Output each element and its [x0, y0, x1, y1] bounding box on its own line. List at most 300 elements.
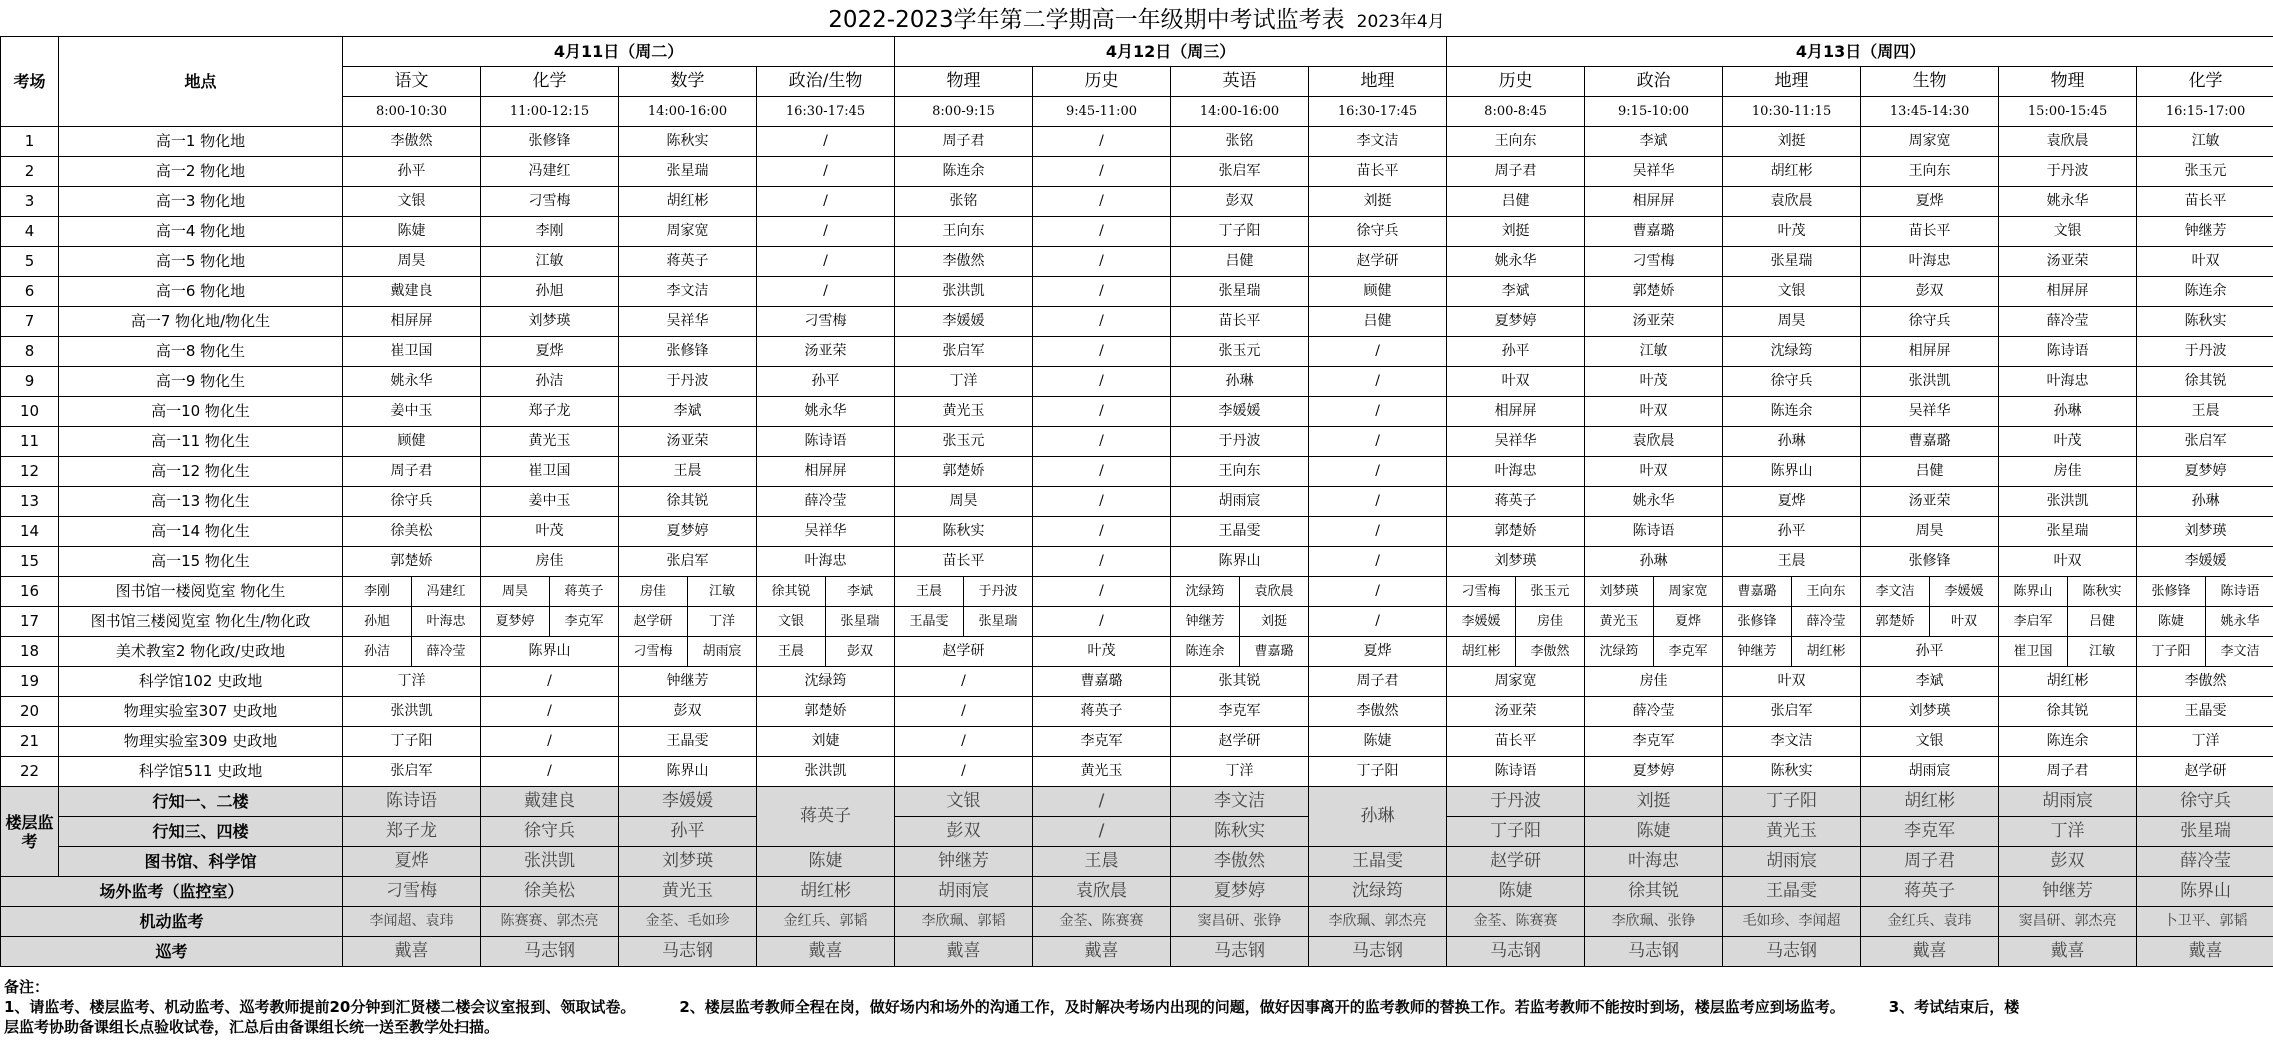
proctor-cell: 沈绿筠: [757, 667, 895, 697]
proctor-cell: 王晶雯: [2137, 697, 2273, 727]
outside-cell: 陈界山: [2137, 877, 2273, 907]
proctor-cell: [1999, 577, 2137, 607]
proctor-cell: 相屏屏: [1861, 337, 1999, 367]
proctor-cell: 徐其锐: [1999, 697, 2137, 727]
proctor-cell: 徐守兵: [1861, 307, 1999, 337]
header-time: 14:00-16:00: [1171, 97, 1309, 127]
proctor-cell: 李傲然: [2137, 667, 2273, 697]
proctor-cell: 叶双: [1585, 397, 1723, 427]
proctor-name: 徐其锐: [757, 577, 826, 606]
proctor-name: 彭双: [847, 644, 874, 659]
proctor-cell: 孙旭: [481, 277, 619, 307]
proctor-name: 文银: [757, 607, 826, 636]
header-time: 13:45-14:30: [1861, 97, 1999, 127]
proctor-cell: 吴祥华: [1585, 157, 1723, 187]
header-time: 9:15-10:00: [1585, 97, 1723, 127]
header-subject: 政治: [1585, 67, 1723, 97]
floor-proctor-cell: 张洪凯: [481, 847, 619, 877]
patrol-cell: 戴喜: [895, 937, 1033, 967]
patrol-cell: 马志钢: [1171, 937, 1309, 967]
proctor-cell: 夏烨: [1723, 487, 1861, 517]
header-row-days: [1, 37, 2273, 67]
proctor-cell: /: [895, 757, 1033, 787]
room-number: 7: [1, 307, 59, 337]
proctor-pair: [1447, 607, 1584, 636]
proctor-cell: 王晨: [2137, 397, 2273, 427]
proctor-name: 郭楚娇: [1861, 607, 1930, 636]
proctor-cell: 李傲然: [895, 247, 1033, 277]
room-location: 美术教室2 物化政/史政地: [59, 637, 343, 667]
patrol-cell: 马志钢: [481, 937, 619, 967]
proctor-pair: [1447, 577, 1584, 606]
proctor-cell: 曹嘉璐: [1585, 217, 1723, 247]
floor-proctor-cell: 陈诗语: [343, 787, 481, 817]
proctor-cell: 李文洁: [1309, 127, 1447, 157]
table-row: [1, 247, 2273, 277]
room-location: 图书馆三楼阅览室 物化生/物化政: [59, 607, 343, 637]
floor-proctor-cell: 胡红彬: [1861, 787, 1999, 817]
proctor-pair: [895, 607, 1032, 636]
proctor-cell: [1447, 577, 1585, 607]
proctor-cell: 赵学研: [895, 637, 1033, 667]
proctor-name: 王晶雯: [895, 607, 964, 636]
proctor-cell: 张修锋: [481, 127, 619, 157]
proctor-name: 李克军: [564, 614, 604, 629]
proctor-cell: 孙平: [1447, 337, 1585, 367]
proctor-cell: 曹嘉璐: [1033, 667, 1171, 697]
floor-proctor-cell: 李媛媛: [619, 787, 757, 817]
floor-proctor-cell: 王晨: [1033, 847, 1171, 877]
proctor-cell: 孙平: [343, 157, 481, 187]
floor-proctor-cell: 蒋英子: [757, 787, 895, 847]
proctor-pair: [619, 577, 756, 606]
proctor-cell: /: [1309, 517, 1447, 547]
header-time: 16:15-17:00: [2137, 97, 2273, 127]
floor-proctor-cell: 李文洁: [1171, 787, 1309, 817]
mobile-cell: 窦昌研、张铮: [1171, 907, 1309, 937]
room-number: 15: [1, 547, 59, 577]
proctor-pair: [1861, 577, 1998, 606]
proctor-cell: /: [1309, 487, 1447, 517]
proctor-cell: 彭双: [1861, 277, 1999, 307]
proctor-cell: [481, 607, 619, 637]
table-row: [1, 217, 2273, 247]
proctor-cell: 沈绿筠: [1723, 337, 1861, 367]
proctor-pair: [1723, 577, 1860, 606]
outside-cell: 胡雨宸: [895, 877, 1033, 907]
proctor-cell: 叶双: [1723, 667, 1861, 697]
proctor-cell: [343, 607, 481, 637]
room-number: 13: [1, 487, 59, 517]
proctor-cell: /: [895, 697, 1033, 727]
proctor-cell: 叶双: [1447, 367, 1585, 397]
proctor-cell: 刘挺: [1447, 217, 1585, 247]
proctor-cell: 李斌: [619, 397, 757, 427]
mobile-cell: 金荃、毛如珍: [619, 907, 757, 937]
proctor-name: 张玉元: [1530, 584, 1570, 599]
proctor-pair: [343, 637, 480, 666]
proctor-cell: /: [1309, 397, 1447, 427]
schedule-table: [0, 36, 2273, 967]
floor-proctor-cell: 文银: [895, 787, 1033, 817]
outside-cell: 沈绿筠: [1309, 877, 1447, 907]
proctor-cell: 叶海忠: [1861, 247, 1999, 277]
proctor-cell: 陈连余: [1999, 727, 2137, 757]
header-time: 16:30-17:45: [1309, 97, 1447, 127]
header-day: 4月12日（周三）: [895, 37, 1447, 67]
proctor-cell: 王晶雯: [619, 727, 757, 757]
table-row: [1, 517, 2273, 547]
proctor-cell: 丁洋: [2137, 727, 2273, 757]
proctor-cell: 丁洋: [895, 367, 1033, 397]
proctor-cell: 夏烨: [481, 337, 619, 367]
proctor-pair: [1171, 577, 1308, 606]
proctor-cell: 张启军: [895, 337, 1033, 367]
proctor-cell: 郭楚娇: [1585, 277, 1723, 307]
proctor-cell: /: [1309, 577, 1447, 607]
proctor-cell: 陈婕: [343, 217, 481, 247]
proctor-cell: [1171, 577, 1309, 607]
mobile-cell: 李欣珮、郭韬: [895, 907, 1033, 937]
room-location: 高一1 物化地: [59, 127, 343, 157]
mobile-cell: 金荃、陈赛赛: [1033, 907, 1171, 937]
proctor-cell: 张启军: [619, 547, 757, 577]
proctor-cell: [619, 607, 757, 637]
proctor-pair: [2137, 577, 2273, 606]
proctor-name: 李傲然: [1530, 644, 1570, 659]
proctor-cell: 夏梦婷: [619, 517, 757, 547]
room-location: 科学馆511 史政地: [59, 757, 343, 787]
proctor-cell: [1585, 637, 1723, 667]
proctor-pair: [2137, 607, 2273, 636]
proctor-cell: 李斌: [1447, 277, 1585, 307]
proctor-cell: 钟继芳: [619, 667, 757, 697]
room-location: 高一5 物化地: [59, 247, 343, 277]
floor-proctor-cell: 徐守兵: [481, 817, 619, 847]
patrol-cell: 马志钢: [1585, 937, 1723, 967]
header-time: 15:00-15:45: [1999, 97, 2137, 127]
proctor-cell: 孙平: [1861, 637, 1999, 667]
proctor-name: 陈婕: [2137, 607, 2206, 636]
proctor-cell: 张星瑞: [619, 157, 757, 187]
floor-label: 楼层监考: [1, 787, 59, 877]
room-number: 1: [1, 127, 59, 157]
proctor-cell: 张修锋: [619, 337, 757, 367]
proctor-cell: 叶海忠: [1999, 367, 2137, 397]
proctor-cell: 吴祥华: [1861, 397, 1999, 427]
proctor-name: 孙旭: [343, 607, 412, 636]
proctor-cell: 叶海忠: [1447, 457, 1585, 487]
proctor-cell: 叶海忠: [757, 547, 895, 577]
proctor-cell: 蒋英子: [619, 247, 757, 277]
proctor-cell: 徐美松: [343, 517, 481, 547]
room-number: 3: [1, 187, 59, 217]
proctor-cell: 张洪凯: [343, 697, 481, 727]
proctor-cell: 彭双: [619, 697, 757, 727]
mobile-cell: 李欣珮、张铮: [1585, 907, 1723, 937]
proctor-cell: 文银: [1861, 727, 1999, 757]
note-2: 2、楼层监考教师全程在岗，做好场内和场外的沟通工作，及时解决考场内出现的问题，做好因事离开的监考教师的替换工作。若监考教师不能按时到场，楼层监考应到场监考。: [679, 998, 1845, 1016]
table-row: [1, 757, 2273, 787]
floor-proctor-cell: 陈婕: [757, 847, 895, 877]
proctor-cell: [1171, 637, 1309, 667]
header-subject: 生物: [1861, 67, 1999, 97]
floor-proctor-cell: 于丹波: [1447, 787, 1585, 817]
proctor-pair: [343, 577, 480, 606]
table-row: [1, 127, 2273, 157]
proctor-cell: 丁洋: [343, 667, 481, 697]
proctor-cell: 苗长平: [1861, 217, 1999, 247]
proctor-cell: 孙洁: [481, 367, 619, 397]
proctor-cell: 胡雨宸: [1171, 487, 1309, 517]
proctor-cell: 陈诗语: [1585, 517, 1723, 547]
room-number: 12: [1, 457, 59, 487]
proctor-cell: 孙琳: [1723, 427, 1861, 457]
proctor-cell: 张洪凯: [1861, 367, 1999, 397]
proctor-cell: 张玉元: [895, 427, 1033, 457]
patrol-cell: 马志钢: [1447, 937, 1585, 967]
proctor-name: 薛冷莹: [426, 644, 466, 659]
proctor-cell: 李媛媛: [895, 307, 1033, 337]
proctor-name: 王晨: [895, 577, 964, 606]
floor-proctor-cell: 丁子阳: [1447, 817, 1585, 847]
proctor-cell: 徐守兵: [1723, 367, 1861, 397]
proctor-cell: 薛冷莹: [1585, 697, 1723, 727]
floor-proctor-cell: 李傲然: [1171, 847, 1309, 877]
proctor-cell: /: [1033, 427, 1171, 457]
proctor-cell: 彭双: [1171, 187, 1309, 217]
room-number: 9: [1, 367, 59, 397]
proctor-name: 钟继芳: [1723, 637, 1792, 666]
floor-row: [1, 817, 2273, 847]
proctor-name: 刘梦瑛: [1585, 577, 1654, 606]
proctor-name: 赵学研: [619, 607, 688, 636]
proctor-cell: [1999, 637, 2137, 667]
proctor-cell: [1447, 637, 1585, 667]
proctor-name: 周家宽: [1668, 584, 1708, 599]
proctor-cell: 徐守兵: [1309, 217, 1447, 247]
proctor-cell: 王晨: [1723, 547, 1861, 577]
proctor-cell: 李克军: [1585, 727, 1723, 757]
proctor-cell: 郭楚娇: [757, 697, 895, 727]
room-location: 高一6 物化地: [59, 277, 343, 307]
floor-proctor-cell: 胡雨宸: [1723, 847, 1861, 877]
proctor-cell: 胡雨宸: [1861, 757, 1999, 787]
proctor-cell: 冯建红: [481, 157, 619, 187]
outside-cell: 夏梦婷: [1171, 877, 1309, 907]
proctor-cell: 胡红彬: [619, 187, 757, 217]
proctor-cell: 刁雪梅: [757, 307, 895, 337]
proctor-cell: 汤亚荣: [1999, 247, 2137, 277]
floor-row: [1, 847, 2273, 877]
proctor-cell: 张铭: [895, 187, 1033, 217]
proctor-cell: /: [757, 127, 895, 157]
proctor-cell: 姚永华: [1999, 187, 2137, 217]
proctor-cell: 赵学研: [2137, 757, 2273, 787]
proctor-cell: 江敏: [2137, 127, 2273, 157]
proctor-cell: 陈秋实: [1723, 757, 1861, 787]
floor-location: 行知一、二楼: [59, 787, 343, 817]
proctor-name: 张修锋: [2137, 577, 2206, 606]
floor-proctor-cell: 郑子龙: [343, 817, 481, 847]
proctor-cell: 苗长平: [1171, 307, 1309, 337]
outside-cell: 徐美松: [481, 877, 619, 907]
room-number: 6: [1, 277, 59, 307]
patrol-cell: 戴喜: [757, 937, 895, 967]
proctor-pair: [1999, 637, 2136, 666]
proctor-cell: 文银: [1999, 217, 2137, 247]
proctor-pair: [481, 607, 618, 636]
patrol-row: [1, 937, 2273, 967]
proctor-cell: 叶双: [1999, 547, 2137, 577]
proctor-cell: 黄光玉: [1033, 757, 1171, 787]
proctor-name: 李斌: [847, 584, 874, 599]
proctor-cell: 张玉元: [2137, 157, 2273, 187]
proctor-cell: 周昊: [343, 247, 481, 277]
proctor-cell: 曹嘉璐: [1861, 427, 1999, 457]
proctor-cell: 汤亚荣: [1585, 307, 1723, 337]
proctor-cell: /: [757, 247, 895, 277]
proctor-cell: 胡红彬: [1723, 157, 1861, 187]
floor-proctor-cell: 薛冷莹: [2137, 847, 2273, 877]
header-subject: 政治/生物: [757, 67, 895, 97]
table-row: [1, 667, 2273, 697]
proctor-cell: 叶茂: [1585, 367, 1723, 397]
proctor-name: 胡红彬: [1447, 637, 1516, 666]
floor-proctor-cell: 彭双: [895, 817, 1033, 847]
header-time: 16:30-17:45: [757, 97, 895, 127]
mobile-cell: 李欣珮、郭杰亮: [1309, 907, 1447, 937]
proctor-cell: 李刚: [481, 217, 619, 247]
proctor-cell: [343, 577, 481, 607]
proctor-cell: 戴建良: [343, 277, 481, 307]
floor-proctor-cell: /: [1033, 787, 1171, 817]
floor-proctor-cell: 徐守兵: [2137, 787, 2273, 817]
floor-proctor-cell: 刘梦瑛: [619, 847, 757, 877]
proctor-cell: 周家宽: [1447, 667, 1585, 697]
room-location: 物理实验室307 史政地: [59, 697, 343, 727]
notes-line-1: [4, 997, 2269, 1017]
proctor-name: 胡红彬: [1806, 644, 1846, 659]
proctor-name: 李媛媛: [1447, 607, 1516, 636]
proctor-cell: 相屏屏: [343, 307, 481, 337]
proctor-name: 李文洁: [2220, 644, 2260, 659]
room-location: 高一12 物化生: [59, 457, 343, 487]
proctor-cell: /: [895, 667, 1033, 697]
proctor-cell: 丁子阳: [1309, 757, 1447, 787]
room-location: 图书馆一楼阅览室 物化生: [59, 577, 343, 607]
proctor-cell: 张星瑞: [1171, 277, 1309, 307]
proctor-cell: /: [1309, 547, 1447, 577]
floor-proctor-cell: 孙琳: [1309, 787, 1447, 847]
table-row: [1, 367, 2273, 397]
proctor-cell: 夏梦婷: [1585, 757, 1723, 787]
proctor-cell: /: [1033, 127, 1171, 157]
proctor-name: 吕健: [2089, 614, 2116, 629]
floor-location: 行知三、四楼: [59, 817, 343, 847]
proctor-cell: 夏烨: [1309, 637, 1447, 667]
floor-proctor-cell: 赵学研: [1447, 847, 1585, 877]
floor-proctor-cell: 张星瑞: [2137, 817, 2273, 847]
proctor-cell: 顾健: [343, 427, 481, 457]
proctor-name: 崔卫国: [1999, 637, 2068, 666]
floor-proctor-cell: 彭双: [1999, 847, 2137, 877]
note-3b: 层监考协助备课组长点验收试卷，汇总后由备课组长统一送至教学处扫描。: [4, 1018, 500, 1036]
patrol-cell: 戴喜: [1861, 937, 1999, 967]
proctor-cell: 陈婕: [1309, 727, 1447, 757]
proctor-cell: /: [757, 277, 895, 307]
room-number: 2: [1, 157, 59, 187]
proctor-name: 陈诗语: [2220, 584, 2260, 599]
proctor-cell: /: [757, 217, 895, 247]
header-subject: 物理: [1999, 67, 2137, 97]
header-subject: 地理: [1723, 67, 1861, 97]
floor-proctor-cell: 黄光玉: [1723, 817, 1861, 847]
header-time: 8:00-9:15: [895, 97, 1033, 127]
table-row: [1, 397, 2273, 427]
proctor-cell: 崔卫国: [481, 457, 619, 487]
title-row: [0, 0, 2273, 36]
proctor-name: 王向东: [1806, 584, 1846, 599]
proctor-cell: [757, 577, 895, 607]
header-subject: 英语: [1171, 67, 1309, 97]
proctor-cell: 崔卫国: [343, 337, 481, 367]
proctor-cell: /: [757, 187, 895, 217]
proctor-cell: 吴祥华: [757, 517, 895, 547]
date-note: 2023年4月: [1356, 12, 1445, 32]
proctor-cell: [1447, 607, 1585, 637]
proctor-cell: 李斌: [1585, 127, 1723, 157]
proctor-cell: [1585, 607, 1723, 637]
proctor-cell: 陈诗语: [757, 427, 895, 457]
proctor-pair: [1999, 607, 2136, 636]
proctor-cell: 刁雪梅: [481, 187, 619, 217]
proctor-name: 冯建红: [426, 584, 466, 599]
proctor-pair: [1861, 607, 1998, 636]
proctor-cell: /: [1033, 187, 1171, 217]
proctor-name: 丁洋: [708, 614, 735, 629]
proctor-cell: 周昊: [1723, 307, 1861, 337]
proctor-cell: 孙琳: [1999, 397, 2137, 427]
table-row: [1, 607, 2273, 637]
proctor-cell: 江敏: [481, 247, 619, 277]
proctor-cell: 张启军: [1723, 697, 1861, 727]
patrol-cell: 戴喜: [1999, 937, 2137, 967]
proctor-cell: /: [1033, 157, 1171, 187]
proctor-cell: 丁子阳: [343, 727, 481, 757]
note-3a: 3、考试结束后，楼: [1888, 998, 2020, 1016]
room-location: 高一8 物化生: [59, 337, 343, 367]
proctor-cell: 叶茂: [1999, 427, 2137, 457]
proctor-cell: 王晨: [619, 457, 757, 487]
room-number: 10: [1, 397, 59, 427]
proctor-cell: /: [1309, 367, 1447, 397]
proctor-pair: [1171, 637, 1308, 666]
proctor-name: 丁子阳: [2137, 637, 2206, 666]
proctor-cell: 叶茂: [1033, 637, 1171, 667]
proctor-cell: /: [481, 727, 619, 757]
proctor-cell: 吕健: [1447, 187, 1585, 217]
proctor-cell: 黄光玉: [895, 397, 1033, 427]
proctor-cell: 房佳: [1585, 667, 1723, 697]
proctor-cell: 赵学研: [1309, 247, 1447, 277]
proctor-cell: 汤亚荣: [1447, 697, 1585, 727]
proctor-pair: [1585, 577, 1722, 606]
proctor-cell: 叶双: [1585, 457, 1723, 487]
proctor-cell: 相屏屏: [1447, 397, 1585, 427]
patrol-cell: 马志钢: [1723, 937, 1861, 967]
mobile-cell: 卜卫平、郭韬: [2137, 907, 2273, 937]
